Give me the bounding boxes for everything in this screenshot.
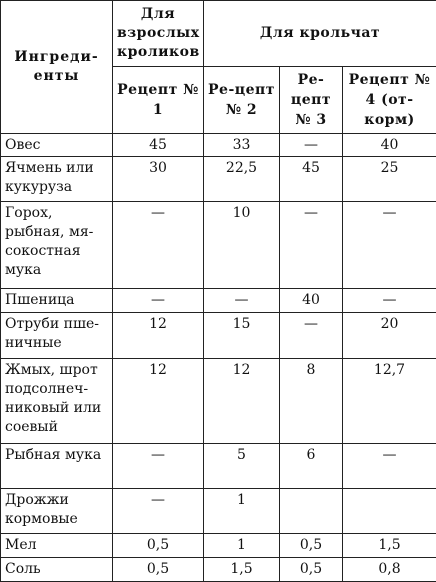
- table-row: [1, 443, 436, 488]
- ingredient-name: Соль: [1, 558, 113, 582]
- recipe-4-value: —: [343, 443, 436, 488]
- recipe-1-value: 12: [113, 358, 204, 443]
- table-row: [1, 288, 436, 313]
- ingredient-name: Мел: [1, 533, 113, 558]
- recipe-3-value: —: [280, 201, 343, 288]
- ingredient-name: Жмых, шрот подсолнеч-никовый или соевый: [1, 358, 113, 443]
- recipe-2-value: —: [204, 288, 280, 313]
- table-row: [1, 201, 436, 288]
- recipe-3-value: —: [280, 134, 343, 157]
- recipe-3-value: 0,5: [280, 533, 343, 558]
- header-recipe-4: Рецепт № 4 (от-корм): [343, 66, 436, 134]
- table-row: [1, 558, 436, 582]
- ingredient-name: Горох, рыбная, мя-сокостная мука: [1, 201, 113, 288]
- ingredient-name: Овес: [1, 134, 113, 157]
- table-row: [1, 358, 436, 443]
- header-ingredients: Ингреди-енты: [1, 1, 113, 134]
- table-row: [1, 533, 436, 558]
- recipe-2-value: 5: [204, 443, 280, 488]
- recipe-3-value: 6: [280, 443, 343, 488]
- recipe-4-value: —: [343, 288, 436, 313]
- ingredient-name: Рыбная мука: [1, 443, 113, 488]
- recipe-1-value: —: [113, 288, 204, 313]
- header-recipe-1: Рецепт № 1: [113, 66, 204, 134]
- recipe-3-value: 8: [280, 358, 343, 443]
- table-row: [1, 134, 436, 157]
- recipe-4-value: —: [343, 201, 436, 288]
- ingredient-name: Ячмень или кукуруза: [1, 156, 113, 201]
- recipe-3-value: 45: [280, 156, 343, 201]
- recipe-1-value: 12: [113, 313, 204, 358]
- recipe-1-value: 45: [113, 134, 204, 157]
- recipe-2-value: 1: [204, 488, 280, 533]
- header-young: Для крольчат: [204, 1, 436, 67]
- ingredient-name: Дрожжи кормовые: [1, 488, 113, 533]
- recipe-4-value: 12,7: [343, 358, 436, 443]
- recipe-4-value: 40: [343, 134, 436, 157]
- recipe-2-value: 12: [204, 358, 280, 443]
- recipe-1-value: —: [113, 488, 204, 533]
- recipe-2-value: 1: [204, 533, 280, 558]
- recipe-1-value: —: [113, 201, 204, 288]
- header-recipe-3: Ре-цепт № 3: [280, 66, 343, 134]
- recipe-4-value: 25: [343, 156, 436, 201]
- recipe-1-value: —: [113, 443, 204, 488]
- table-row: [1, 313, 436, 358]
- recipe-4-value: [343, 488, 436, 533]
- recipe-4-value: 0,8: [343, 558, 436, 582]
- recipe-2-value: 15: [204, 313, 280, 358]
- recipe-3-value: —: [280, 313, 343, 358]
- recipe-3-value: [280, 488, 343, 533]
- recipe-4-value: 1,5: [343, 533, 436, 558]
- ingredient-name: Пшеница: [1, 288, 113, 313]
- table-row: [1, 488, 436, 533]
- header-row-top: [1, 1, 436, 67]
- ingredient-name: Отруби пше-ничные: [1, 313, 113, 358]
- table-row: [1, 156, 436, 201]
- recipe-2-value: 10: [204, 201, 280, 288]
- recipe-1-value: 0,5: [113, 558, 204, 582]
- recipe-4-value: 20: [343, 313, 436, 358]
- header-recipe-2: Ре-цепт № 2: [204, 66, 280, 134]
- recipe-2-value: 22,5: [204, 156, 280, 201]
- recipe-3-value: 0,5: [280, 558, 343, 582]
- recipe-2-value: 33: [204, 134, 280, 157]
- recipe-2-value: 1,5: [204, 558, 280, 582]
- recipe-1-value: 0,5: [113, 533, 204, 558]
- recipe-3-value: 40: [280, 288, 343, 313]
- recipe-1-value: 30: [113, 156, 204, 201]
- header-adults: Для взрослых кроликов: [113, 1, 204, 67]
